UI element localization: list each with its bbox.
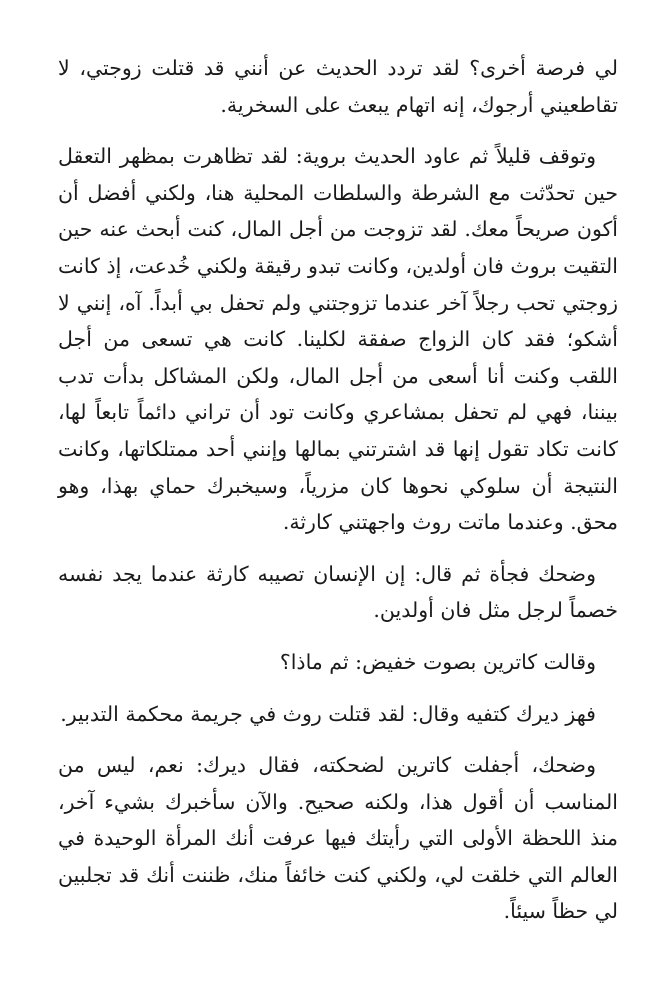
- paragraph-4: وقالت كاترين بصوت خفيض: ثم ماذا؟: [279, 649, 596, 674]
- paragraph-6: وضحك، أجفلت كاترين لضحكته، فقال ديرك: نعم، ليس من المناسب أن أقول هذا، ولكنه صحيح. والآن سأخبرك بشيء آخر، منذ اللحظة الأولى التي رأيتك فيها عرفت أنك المرأة الوحيدة في العالم التي خلقت لي، ولكني كنت خائفاً منك، ظننت أنك قد تجلبين لي حظاً سيئاً.: [58, 753, 618, 924]
- book-page: [58, 50, 618, 945]
- paragraph-1: لي فرصة أخرى؟ لقد تردد الحديث عن أنني قد قتلت زوجتي، لا تقاطعيني أرجوك، إنه اتهام يبعث على السخرية.: [58, 56, 618, 117]
- paragraph-2: وتوقف قليلاً ثم عاود الحديث بروية: لقد تظاهرت بمظهر التعقل حين تحدّثت مع الشرطة والسلطات المحلية هنا، ولكني أفضل أن أكون صريحاً معك. لقد تزوجت من أجل المال، كنت أبحث عنه حين التقيت بروث فان أولدين، وكانت تبدو رقيقة ولكني خُدعت، إذ كانت زوجتي تحب رجلاً آخر عندما تزوجتني ولم تحفل بي أبداً. آه، إنني لا أشكو؛ فقد كان الزواج صفقة لكلينا. كانت هي تسعى من أجل اللقب وكنت أنا أسعى من أجل المال، ولكن المشاكل بدأت تدب بيننا، فهي لم تحفل بمشاعري وكانت تود أن تراني دائماً تابعاً لها، كانت تكاد تقول إنها قد اشترتني بمالها وإنني أحد ممتلكاتها، وكانت النتيجة أن سلوكي نحوها كان مزرياً، وسيخبرك حماي بهذا، وهو محق. وعندما ماتت روث واجهتني كارثة.: [58, 144, 618, 535]
- paragraph-3: وضحك فجأة ثم قال: إن الإنسان تصيبه كارثة عندما يجد نفسه خصماً لرجل مثل فان أولدين.: [58, 561, 618, 623]
- paragraph-5: فهز ديرك كتفيه وقال: لقد قتلت روث في جريمة محكمة التدبير.: [60, 701, 596, 726]
